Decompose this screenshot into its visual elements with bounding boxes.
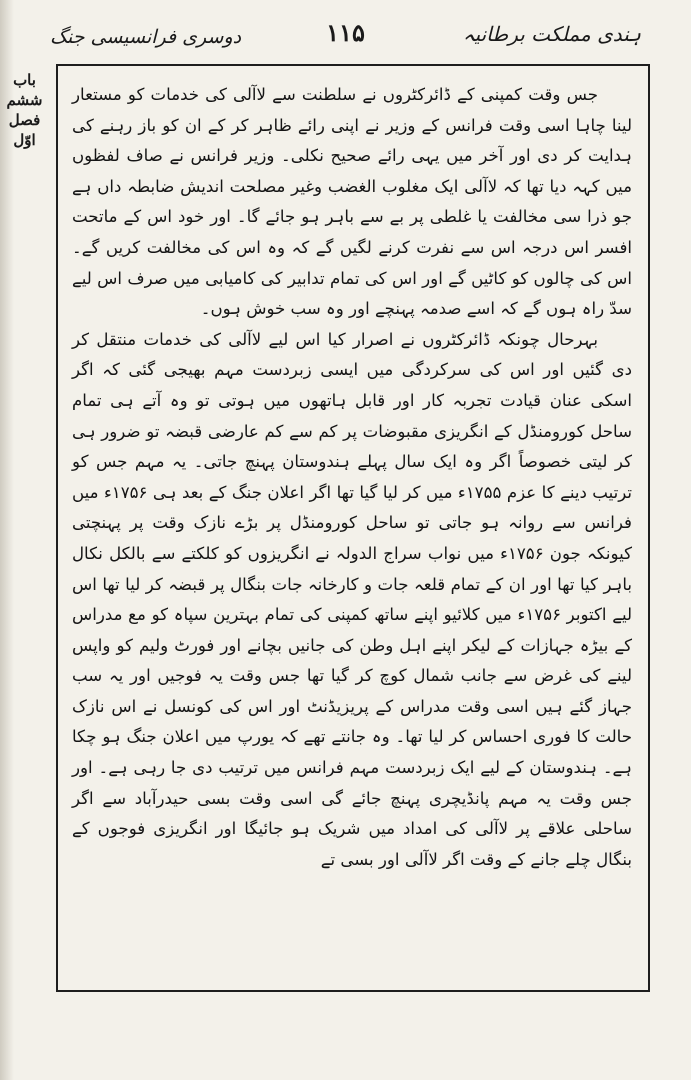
page-header [40, 18, 651, 62]
text-frame [56, 64, 650, 992]
paragraph-1: جس وقت کمپنی کے ڈائرکٹروں نے سلطنت سے لاآلی کی خدمات کو مستعار لینا چاہا اسی وقت فرانس کے وزیر نے اپنی رائے ظاہر کر کے ان کو باز رہنے کی ہدایت کر دی اور آخر میں یہی رائے صحیح نکلی۔ وزیر فرانس نے صاف لفظوں میں کہہ دیا تھا کہ لاآلی ایک مغلوب الغضب وغیر مصلحت اندیش ضابطہ داں ہے جو ذرا سی مخالفت یا غلطی پر بے سے باہر ہو جائے گا۔ اور خود اس کے ماتحت افسر اس درجہ اس سے نفرت کرنے لگیں گے کہ وہ اس کی مخالفت کریں گے۔ اس کی چالوں کو کاٹیں گے اور اس کی تمام تدابیر کی کامیابی میں صرف اس لیے سدّ راہ ہوں گے کہ اسے صدمہ پہنچے اور وہ سب خوش ہوں۔ [72, 85, 632, 319]
running-title-right: ہندی مملکت برطانیہ [462, 22, 641, 46]
page-edge-shadow [0, 0, 14, 1080]
margin-chapter-note: باب ششم فصل اوّل [6, 71, 43, 149]
page-number: ۱۱۵ [326, 18, 365, 47]
paragraph-2: بہرحال چونکہ ڈائرکٹروں نے اصرار کیا اس لیے لاآلی کی خدمات منتقل کر دی گئیں اور اس کی سرکردگی میں ایسی زبردست مہم بھیجی گئی کہ اگر اسکی عنان قیادت تجربہ کار اور قابل ہاتھوں میں ہوتی تو وہ آتے ہی تمام ساحل کورومنڈل کے انگریزی مقبوضات پر کم سے کم عارضی قبضہ تو ضرور ہی کر لیتی خصوصاً اگر وہ ایک سال پہلے ہندوستان پہنچ جاتی۔ یہ مہم جس کو ترتیب دینے کا عزم ۱۷۵۵ء میں کر لیا گیا تھا اگر اعلان جنگ کے بعد ہی ۱۷۵۶ء میں فرانس سے روانہ ہو جاتی تو ساحل کورومنڈل پر بڑے نازک وقت پر پہنچتی کیونکہ جون ۱۷۵۶ء میں نواب سراج الدولہ نے انگریزوں کو کلکتے سے بالکل نکال باہر کیا تھا اور ان کے تمام قلعہ جات و کارخانہ جات بنگال پر قبضہ کر لیا تھا اس لیے اکتوبر ۱۷۵۶ء میں کلائیو اپنے ساتھ کمپنی کی تمام بہترین سپاہ کو مع مدراس کے بیڑہ جہازات کے لیکر اپنے اہل وطن کی جانیں بچانے اور فورٹ ولیم کو واپس لینے کی غرض سے جانب شمال کوچ کر گیا تھا جس وقت یہ فوجیں اور یہ سب جہاز گئے ہیں اسی وقت مدراس کے پریزیڈنٹ اور اس کی کونسل نے اس نازک حالت کا فوری احساس کر لیا تھا۔ وہ جانتے تھے کہ یورپ میں اعلان جنگ ہو چکا ہے۔ ہندوستان کے لیے ایک زبردست مہم فرانس میں ترتیب دی جا رہی ہے۔ اور جس وقت یہ مہم پانڈیچری پہنچ جائے گی اسی وقت بسی حیدرآباد سے اگر ساحلی علاقے پر لاآلی کی امداد میں شریک ہو جائیگا اور انگریزی فوجوں کے بنگال چلے جانے کے وقت اگر لاآلی اور بسی تے [72, 329, 633, 869]
running-title-left: دوسری فرانسیسی جنگ [50, 26, 242, 48]
